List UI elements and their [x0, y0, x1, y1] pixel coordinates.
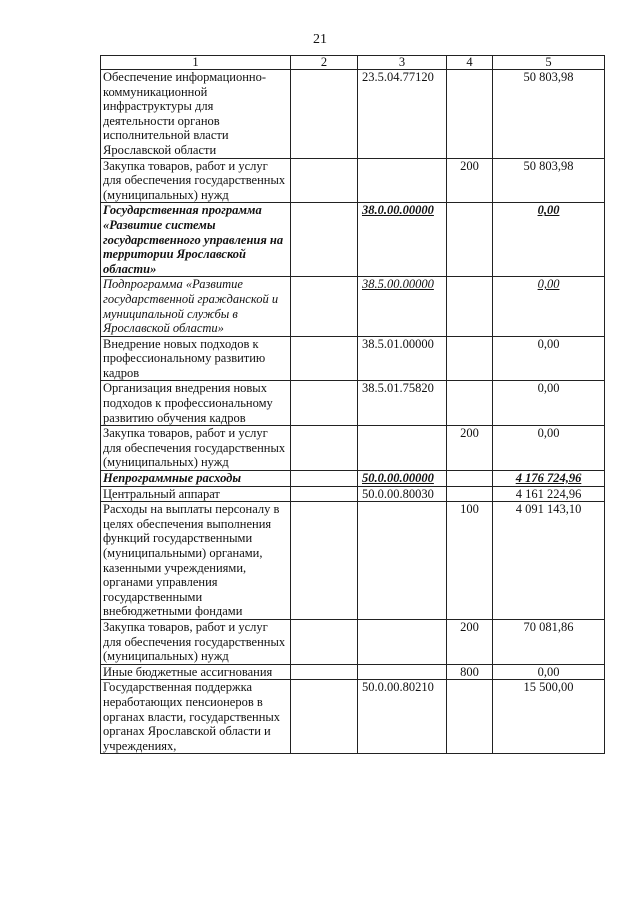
row-code: 50.0.00.80210 [358, 680, 447, 754]
row-amount: 4 161 224,96 [493, 486, 605, 502]
row-code [358, 158, 447, 203]
table-row [101, 70, 605, 159]
row-expense-type [447, 336, 493, 381]
row-col-2 [291, 664, 358, 680]
row-expense-type [447, 381, 493, 426]
row-name: Непрограммные расходы [101, 471, 291, 487]
row-code: 38.0.00.00000 [358, 203, 447, 277]
table-row [101, 486, 605, 502]
row-name: Государственная поддержка неработающих пенсионеров в органах власти, государственных органах Ярославской области и учреждениях, [101, 680, 291, 754]
row-col-2 [291, 277, 358, 336]
header-col-1: 1 [101, 56, 291, 70]
row-amount: 4 176 724,96 [493, 471, 605, 487]
row-expense-type [447, 680, 493, 754]
row-amount: 50 803,98 [493, 158, 605, 203]
row-code [358, 426, 447, 471]
table-row [101, 277, 605, 336]
table-row [101, 664, 605, 680]
row-amount: 50 803,98 [493, 70, 605, 159]
row-name: Закупка товаров, работ и услуг для обеспечения государственных (муниципальных) нужд [101, 158, 291, 203]
row-col-2 [291, 336, 358, 381]
row-amount: 0,00 [493, 426, 605, 471]
row-name: Центральный аппарат [101, 486, 291, 502]
row-code [358, 664, 447, 680]
row-code: 50.0.00.80030 [358, 486, 447, 502]
row-name: Закупка товаров, работ и услуг для обеспечения государственных (муниципальных) нужд [101, 619, 291, 664]
header-col-2: 2 [291, 56, 358, 70]
table-row [101, 502, 605, 620]
row-col-2 [291, 426, 358, 471]
row-name: Государственная программа «Развитие системы государственного управления на территории Ярославской области» [101, 203, 291, 277]
row-amount: 70 081,86 [493, 619, 605, 664]
row-expense-type [447, 486, 493, 502]
row-col-2 [291, 70, 358, 159]
row-code [358, 619, 447, 664]
row-amount: 4 091 143,10 [493, 502, 605, 620]
header-col-3: 3 [358, 56, 447, 70]
row-expense-type [447, 471, 493, 487]
row-expense-type [447, 203, 493, 277]
row-amount: 0,00 [493, 664, 605, 680]
row-code: 38.5.01.75820 [358, 381, 447, 426]
row-col-2 [291, 486, 358, 502]
row-amount: 0,00 [493, 277, 605, 336]
row-col-2 [291, 619, 358, 664]
table-row [101, 336, 605, 381]
row-code: 38.5.00.00000 [358, 277, 447, 336]
row-col-2 [291, 381, 358, 426]
table-row [101, 680, 605, 754]
table-row [101, 471, 605, 487]
row-col-2 [291, 158, 358, 203]
row-expense-type: 200 [447, 158, 493, 203]
row-code [358, 502, 447, 620]
table-row [101, 158, 605, 203]
row-amount: 0,00 [493, 381, 605, 426]
row-expense-type: 200 [447, 619, 493, 664]
row-name: Подпрограмма «Развитие государственной гражданской и муниципальной службы в Ярославской области» [101, 277, 291, 336]
row-name: Обеспечение информационно-коммуникационной инфраструктуры для деятельности органов исполнительной власти Ярославской области [101, 70, 291, 159]
row-col-2 [291, 471, 358, 487]
row-name: Иные бюджетные ассигнования [101, 664, 291, 680]
budget-table [100, 55, 605, 754]
row-col-2 [291, 203, 358, 277]
row-col-2 [291, 680, 358, 754]
row-name: Расходы на выплаты персоналу в целях обеспечения выполнения функций государственными (муниципальными) органами, казенными учреждениями, органами управления государственными внебюджетными фондами [101, 502, 291, 620]
table-header-row [101, 56, 605, 70]
row-code: 50.0.00.00000 [358, 471, 447, 487]
row-expense-type [447, 70, 493, 159]
table-row [101, 203, 605, 277]
row-amount: 0,00 [493, 203, 605, 277]
header-col-5: 5 [493, 56, 605, 70]
row-col-2 [291, 502, 358, 620]
row-amount: 15 500,00 [493, 680, 605, 754]
row-name: Организация внедрения новых подходов к профессиональному развитию обучения кадров [101, 381, 291, 426]
page-number: 21 [313, 32, 327, 47]
row-expense-type: 800 [447, 664, 493, 680]
row-expense-type: 100 [447, 502, 493, 620]
row-expense-type: 200 [447, 426, 493, 471]
row-name: Закупка товаров, работ и услуг для обеспечения государственных (муниципальных) нужд [101, 426, 291, 471]
row-code: 38.5.01.00000 [358, 336, 447, 381]
row-expense-type [447, 277, 493, 336]
header-col-4: 4 [447, 56, 493, 70]
table-row [101, 426, 605, 471]
row-name: Внедрение новых подходов к профессиональному развитию кадров [101, 336, 291, 381]
table-row [101, 619, 605, 664]
row-code: 23.5.04.77120 [358, 70, 447, 159]
row-amount: 0,00 [493, 336, 605, 381]
table-row [101, 381, 605, 426]
